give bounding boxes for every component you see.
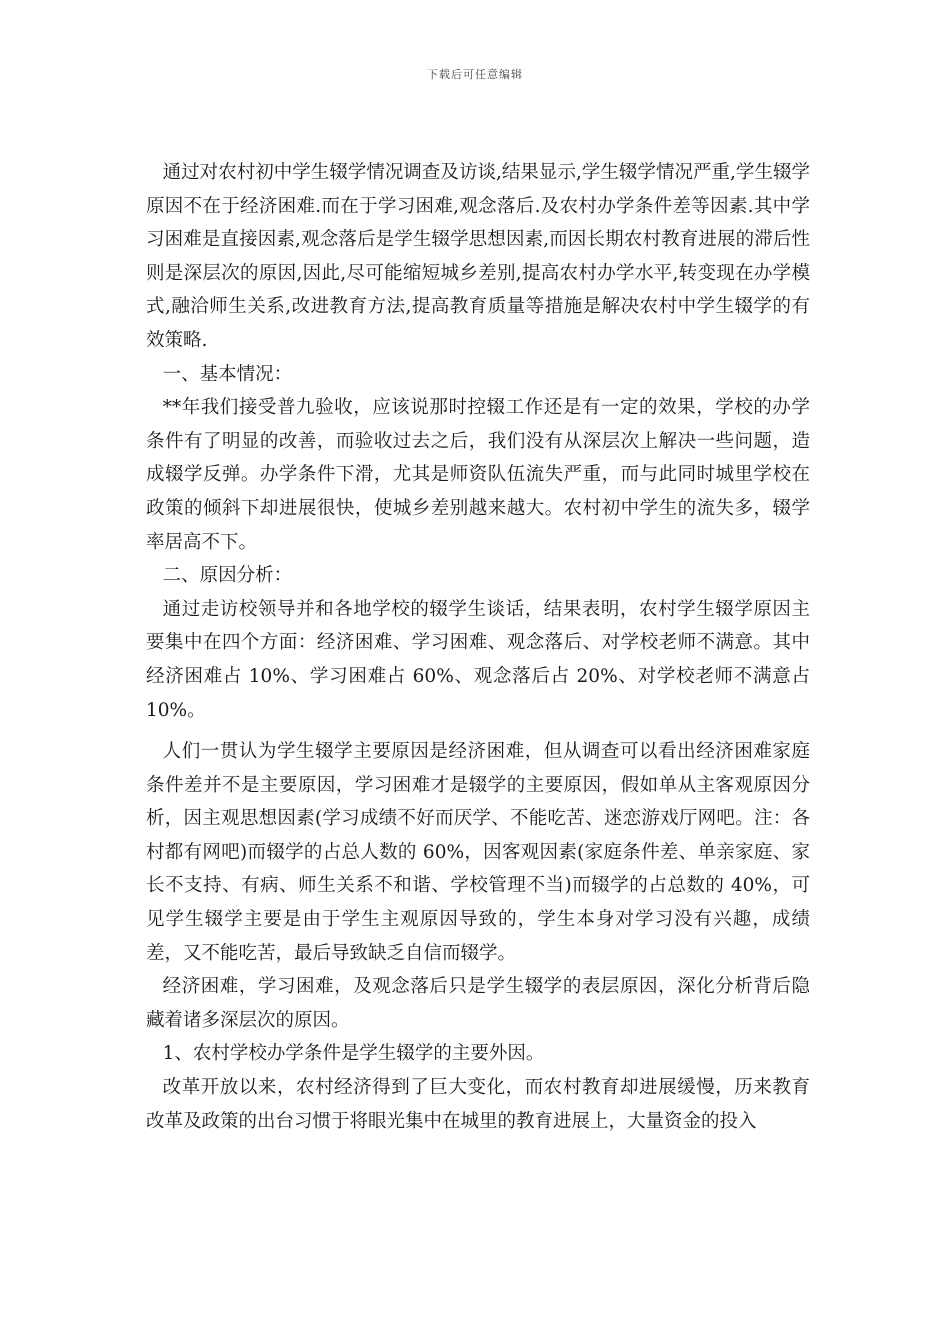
paragraph-survey-results: 通过走访校领导并和各地学校的辍学生谈话，结果表明，农村学生辍学原因主要集中在四个方面：经济困难、学习困难、观念落后、对学校老师不满意。其中经济困难占 10%、学习困难占 60%、观念落后占 20%、对学校老师不满意占 10%。 [146, 598, 810, 721]
paragraph-subjective-causes: 人们一贯认为学生辍学主要原因是经济困难，但从调查可以看出经济困难家庭条件差并不是主要原因，学习困难才是辍学的主要原因，假如单从主客观原因分析，因主观思想因素(学习成绩不好而厌学、不能吃苦、迷恋游戏厅网吧。注：各村都有网吧)而辍学的占总人数的 60%，因客观因素(家庭条件差、单亲家庭、家长不支持、有病、师生关系不和谐、学校管理不当)而辍学的占总数的 40%，可见学生辍学主要是由于学生主观原因导致的，学生本身对学习没有兴趣，成绩差，又不能吃苦，最后导致缺乏自信而辍学。 [146, 741, 810, 964]
page-header: 下载后可任意编辑 [427, 68, 523, 81]
document-body [146, 156, 810, 1138]
paragraph-surface-causes: 经济困难，学习困难，及观念落后只是学生辍学的表层原因，深化分析背后隐藏着诸多深层次的原因。 [146, 976, 810, 1031]
paragraph-abstract: 通过对农村初中学生辍学情况调查及访谈,结果显示,学生辍学情况严重,学生辍学原因不在于经济困难.而在于学习困难,观念落后.及农村办学条件差等因素.其中学习困难是直接因素,观念落后是学生辍学思想因素,而因长期农村教育进展的滞后性则是深层次的原因,因此,尽可能缩短城乡差别,提高农村办学水平,转变现在办学模式,融洽师生关系,改进教育方法,提高教育质量等措施是解决农村中学生辍学的有效策略. [146, 162, 810, 351]
section-heading-cause-analysis: 二、原因分析： [162, 565, 293, 587]
paragraph-reform-education: 改革开放以来，农村经济得到了巨大变化，而农村教育却进展缓慢，历来教育改革及政策的出台习惯于将眼光集中在城里的教育进展上，大量资金的投入 [146, 1077, 810, 1132]
section-heading-basic-situation: 一、基本情况： [162, 363, 293, 385]
paragraph-basic-situation: **年我们接受普九验收，应该说那时控辍工作还是有一定的效果，学校的办学条件有了明显的改善，而验收过去之后，我们没有从深层次上解决一些问题，造成辍学反弹。办学条件下滑，尤其是师资队伍流失严重，而与此同时城里学校在政策的倾斜下却进展很快，使城乡差别越来越大。农村初中学生的流失多，辍学率居高不下。 [146, 397, 810, 553]
subheading-school-conditions: 1、农村学校办学条件是学生辍学的主要外因。 [162, 1043, 545, 1065]
